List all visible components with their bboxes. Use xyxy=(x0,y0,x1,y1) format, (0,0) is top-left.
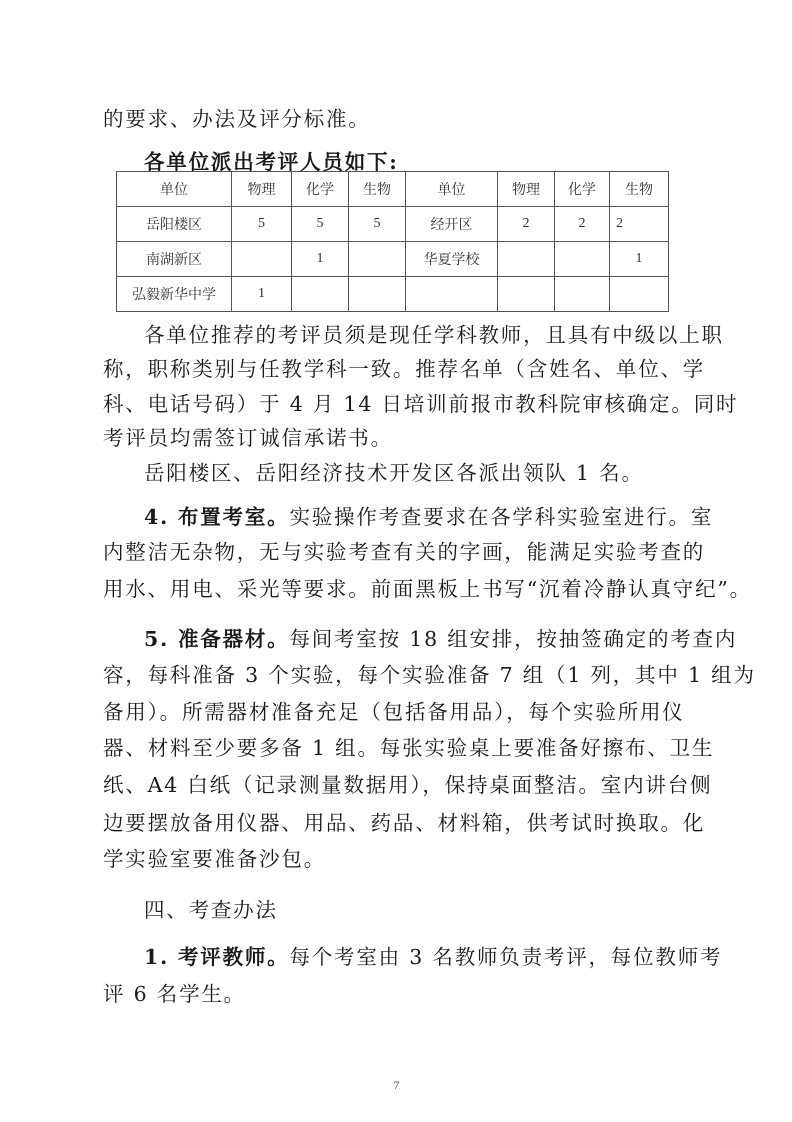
header-cell: 化学 xyxy=(292,172,349,207)
text-line: 评 6 名学生。 xyxy=(103,982,246,1006)
table-cell: 南湖新区 xyxy=(117,242,232,277)
text-line: 容，每科准备 3 个实验，每个实验准备 7 组（1 列，其中 1 组为 xyxy=(103,663,756,687)
text-line: 纸、A4 白纸（记录测量数据用），保持桌面整洁。室内讲台侧 xyxy=(103,773,713,797)
table-cell: 1 xyxy=(292,242,349,277)
text-line: 内整洁无杂物，无与实验考查有关的字画，能满足实验考查的 xyxy=(103,540,706,564)
table-cell: 经开区 xyxy=(406,207,498,242)
header-cell: 生物 xyxy=(349,172,406,207)
text-line: 科、电话号码）于 4 月 14 日培训前报市教科院审核确定。同时 xyxy=(103,392,739,416)
table-cell xyxy=(555,277,610,312)
text-line: 备用）。所需器材准备充足（包括备用品），每个实验所用仪 xyxy=(103,700,685,724)
table-cell: 1 xyxy=(610,242,669,277)
header-cell: 物理 xyxy=(232,172,292,207)
header-cell: 化学 xyxy=(555,172,610,207)
table-cell xyxy=(610,277,669,312)
table-cell: 华夏学校 xyxy=(406,242,498,277)
table-cell xyxy=(349,242,406,277)
table-cell xyxy=(292,277,349,312)
section-4-line xyxy=(103,500,714,530)
table-cell xyxy=(498,242,555,277)
text-span: 每个考室由 3 名教师负责考评，每位教师考 xyxy=(289,945,723,969)
table-row xyxy=(117,277,669,312)
table-cell: 1 xyxy=(232,277,292,312)
table-cell: 弘毅新华中学 xyxy=(117,277,232,312)
header-cell: 单位 xyxy=(406,172,498,207)
text-line: 用水、用电、采光等要求。前面黑板上书写“沉着冷静认真守纪”。 xyxy=(103,577,752,601)
units-table xyxy=(116,171,669,312)
table-row xyxy=(117,242,669,277)
table-cell xyxy=(232,242,292,277)
table-cell: 5 xyxy=(232,207,292,242)
page-number: 7 xyxy=(393,1078,400,1092)
text-line: 的要求、办法及评分标准。 xyxy=(103,107,371,131)
text-line: 各单位推荐的考评员须是现任学科教师，且具有中级以上职 xyxy=(144,323,724,347)
text-span: 实验操作考查要求在各学科实验室进行。室 xyxy=(289,505,714,529)
section-5-line xyxy=(103,622,738,652)
text-line: 称，职称类别与任教学科一致。推荐名单（含姓名、单位、学 xyxy=(103,357,706,381)
header-cell: 物理 xyxy=(498,172,555,207)
table-cell: 2 xyxy=(610,207,669,242)
table-heading: 各单位派出考评人员如下: xyxy=(144,150,399,174)
table-cell: 5 xyxy=(349,207,406,242)
text-line: 岳阳楼区、岳阳经济技术开发区各派出领队 1 名。 xyxy=(144,461,644,485)
section-5-title: 5. 准备器材。 xyxy=(144,627,290,651)
table-cell xyxy=(498,277,555,312)
table-cell xyxy=(555,242,610,277)
text-line: 学实验室要准备沙包。 xyxy=(103,847,326,871)
header-cell: 单位 xyxy=(117,172,232,207)
table-cell: 5 xyxy=(292,207,349,242)
section-4-title: 4. 布置考室。 xyxy=(144,505,290,529)
text-line: 考评员均需签订诚信承诺书。 xyxy=(103,426,393,450)
subsection-1-title: 1. 考评教师。 xyxy=(144,945,290,969)
subsection-1-line xyxy=(103,940,723,970)
table-cell xyxy=(406,277,498,312)
table-cell: 2 xyxy=(498,207,555,242)
table-header-row xyxy=(117,172,669,207)
header-cell: 生物 xyxy=(610,172,669,207)
table-cell: 岳阳楼区 xyxy=(117,207,232,242)
text-line: 器、材料至少要多备 1 组。每张实验桌上要准备好擦布、卫生 xyxy=(103,736,715,760)
table-cell: 2 xyxy=(555,207,610,242)
text-span: 每间考室按 18 组安排，按抽签确定的考查内 xyxy=(289,627,738,651)
table-row xyxy=(117,207,669,242)
section-heading: 四、考查办法 xyxy=(144,898,278,922)
text-line: 边要摆放备用仪器、用品、药品、材料箱，供考试时换取。化 xyxy=(103,811,706,835)
table-cell xyxy=(349,277,406,312)
